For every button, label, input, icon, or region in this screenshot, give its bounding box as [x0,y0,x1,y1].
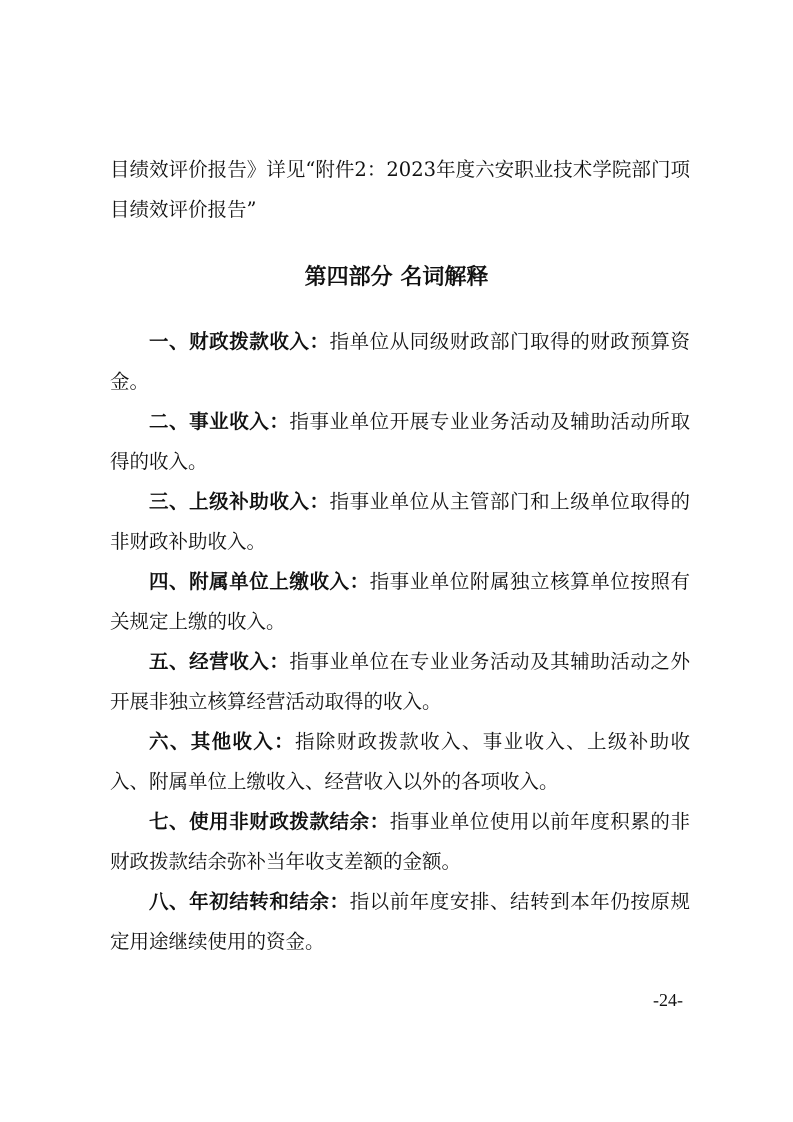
term-definition: 指事业单位在专业业务活动及其辅助活动之外开展非独立核算经营活动取得的收入。 [110,650,690,713]
term-paragraph-2 [110,402,690,482]
term-definition: 指事业单位从主管部门和上级单位取得的非财政补助收入。 [110,490,690,553]
term-label: 二、事业收入： [149,410,290,433]
term-label: 四、附属单位上缴收入： [149,570,370,593]
term-definition: 指除财政拨款收入、事业收入、上级补助收入、附属单位上缴收入、经营收入以外的各项收入。 [110,730,690,793]
term-paragraph-5 [110,642,690,722]
term-paragraph-3 [110,482,690,562]
term-paragraph-6 [110,722,690,802]
term-paragraph-7 [110,802,690,882]
term-label: 七、使用非财政拨款结余： [149,810,390,833]
term-label: 五、经营收入： [149,650,290,673]
term-paragraph-8 [110,882,690,962]
term-label: 八、年初结转和结余： [149,890,350,913]
term-label: 六、其他收入： [149,730,296,753]
term-paragraph-4 [110,562,690,642]
term-definition: 指事业单位开展专业业务活动及辅助活动所取得的收入。 [110,410,690,473]
term-definition: 指单位从同级财政部门取得的财政预算资金。 [110,330,690,393]
term-definition: 指事业单位使用以前年度积累的非财政拨款结余弥补当年收支差额的金额。 [110,810,690,873]
term-label: 三、上级补助收入： [149,490,330,513]
term-label: 一、财政拨款收入： [149,330,330,353]
page-number: -24- [653,990,683,1010]
term-definition: 指事业单位附属独立核算单位按照有关规定上缴的收入。 [110,570,690,633]
term-definition: 指以前年度安排、结转到本年仍按原规定用途继续使用的资金。 [110,890,690,953]
intro-paragraph: 目绩效评价报告》详见“附件2：2023年度六安职业技术学院部门项目绩效评价报告” [110,158,690,221]
term-paragraph-1 [110,322,690,402]
section-title: 第四部分 名词解释 [304,265,489,290]
